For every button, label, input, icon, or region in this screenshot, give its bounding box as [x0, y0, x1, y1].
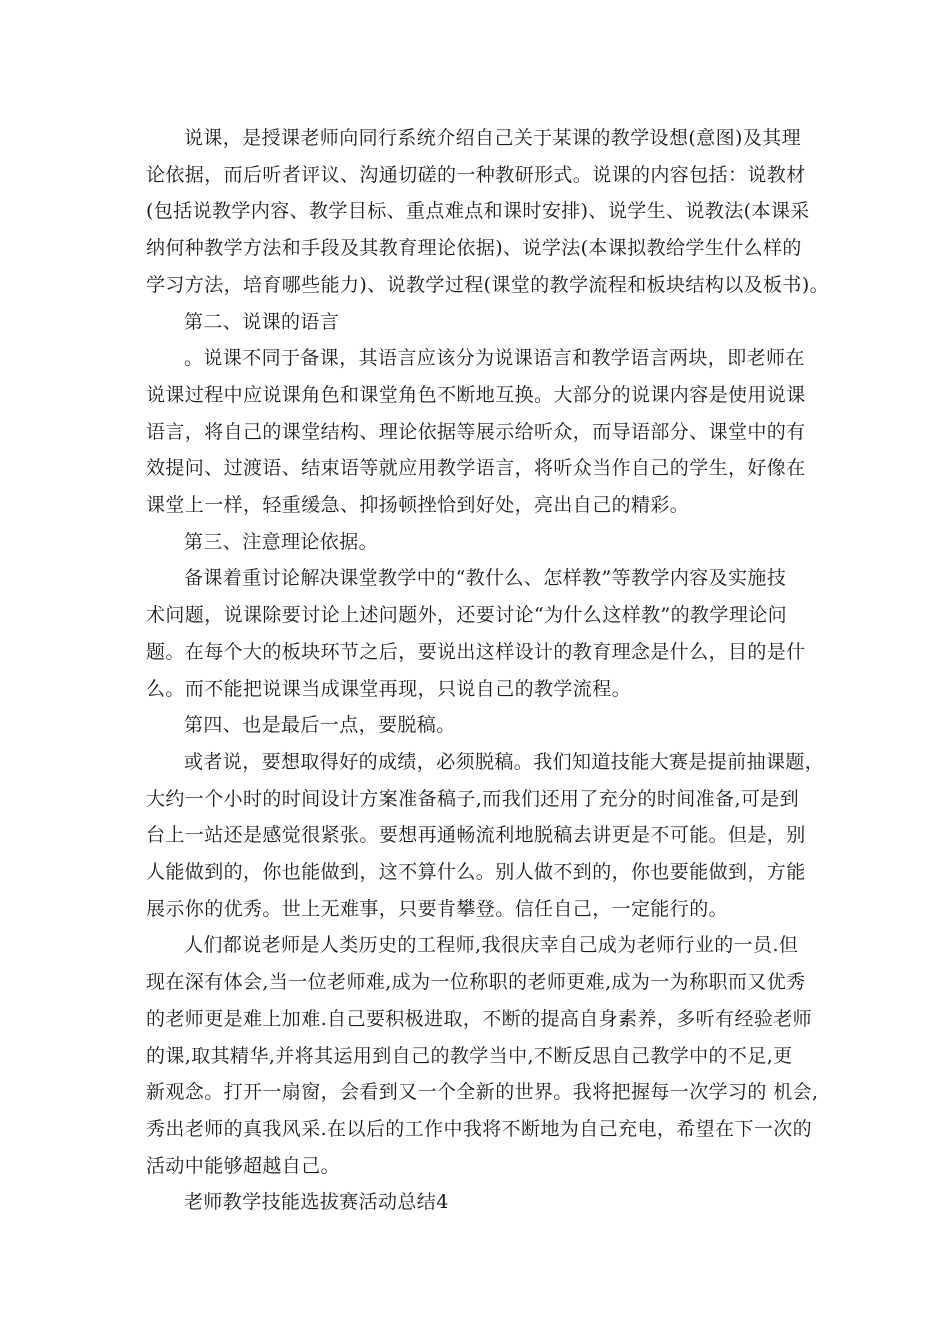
document-body — [146, 120, 830, 1221]
text-line: 的老师更是难上加难.自己要积极进取，不断的提高自身素养，多听有经验老师 — [146, 1007, 813, 1030]
text-line: 人们都说老师是人类历史的工程师,我很庆幸自己成为老师行业的一员.但 — [184, 934, 799, 957]
text-line: 说课，是授课老师向同行系统介绍自己关于某课的教学设想(意图)及其理 — [184, 127, 802, 149]
section-heading: 第三、注意理论依据。 — [184, 530, 379, 553]
paragraph-theory — [146, 560, 818, 707]
text-line: 活动中能够超越自己。 — [146, 1154, 341, 1177]
text-line: 新观念。打开一扇窗，会看到又一个全新的世界。我将把握每一次学习的 机会, — [146, 1081, 819, 1104]
text-line: 题。在每个大的板块环节之后，要说出这样设计的教育理念是什么，目的是什 — [146, 640, 806, 663]
paragraph-language — [146, 340, 818, 524]
text-line: 展示你的优秀。世上无难事，只要肯攀登。信任自己，一定能行的。 — [146, 897, 729, 920]
text-line: 论依据，而后听者评议、沟通切磋的一种教研形式。说课的内容包括：说教材 — [146, 163, 806, 186]
text-line: 人能做到的，你也能做到，这不算什么。别人做不到的，你也要能做到，方能 — [146, 861, 806, 884]
section-heading-4 — [146, 707, 818, 744]
text-line: (包括说教学内容、教学目标、重点难点和课时安排)、说学生、说教法(本课采 — [146, 200, 810, 223]
text-line: 秀出老师的真我风采.在以后的工作中我将不断地为自己充电，希望在下一次的 — [146, 1117, 813, 1140]
text-line: 纳何种教学方法和手段及其教育理论依据)、说学法(本课拟教给学生什么样的 — [146, 237, 802, 260]
text-line: 。说课不同于备课，其语言应该分为说课语言和教学语言两块，即老师在 — [184, 347, 805, 370]
text-line: 么。而不能把说课当成课堂再现，只说自己的教学流程。 — [146, 677, 632, 700]
section-title: 老师教学技能选拔赛活动总结4 — [184, 1191, 449, 1214]
section-heading-2 — [146, 304, 818, 341]
text-line: 课堂上一样，轻重缓急、抑扬顿挫恰到好处，亮出自己的精彩。 — [146, 494, 690, 517]
paragraph-shuoke-definition — [146, 120, 830, 304]
section-heading: 第二、说课的语言 — [184, 310, 340, 333]
text-line: 备课着重讨论解决课堂教学中的“教什么、怎样教”等教学内容及实施技 — [184, 567, 787, 590]
text-line: 的课,取其精华,并将其运用到自己的教学当中,不断反思自己教学中的不足,更 — [146, 1044, 793, 1067]
text-line: 效提问、过渡语、结束语等就应用教学语言，将听众当作自己的学生，好像在 — [146, 457, 806, 480]
section-heading: 第四、也是最后一点，要脱稿。 — [184, 714, 456, 737]
text-line: 学习方法，培育哪些能力)、说教学过程(课堂的教学流程和板块结构以及板书)。 — [146, 273, 830, 296]
text-line: 大约一个小时的时间设计方案准备稿子,而我们还用了充分的时间准备,可是到 — [146, 787, 800, 810]
text-line: 台上一站还是感觉很紧张。要想再通畅流利地脱稿去讲更是不可能。但是，别 — [146, 824, 806, 847]
paragraph-reflection — [146, 927, 818, 1184]
text-line: 说课过程中应说课角色和课堂角色不断地互换。大部分的说课内容是使用说课 — [146, 383, 806, 406]
paragraph-no-script — [146, 744, 825, 928]
text-line: 语言，将自己的课堂结构、理论依据等展示给听众，而导语部分、课堂中的有 — [146, 420, 806, 443]
text-line: 或者说，要想取得好的成绩，必须脱稿。我们知道技能大赛是提前抽课题， — [184, 750, 825, 773]
text-line: 术问题，说课除要讨论上述问题外，还要讨论“为什么这样教”的教学理论问 — [146, 604, 788, 627]
section-heading-3 — [146, 524, 818, 561]
next-section-title — [146, 1184, 818, 1221]
text-line: 现在深有体会,当一位老师难,成为一位称职的老师更难,成为一为称职而又优秀 — [146, 971, 806, 994]
